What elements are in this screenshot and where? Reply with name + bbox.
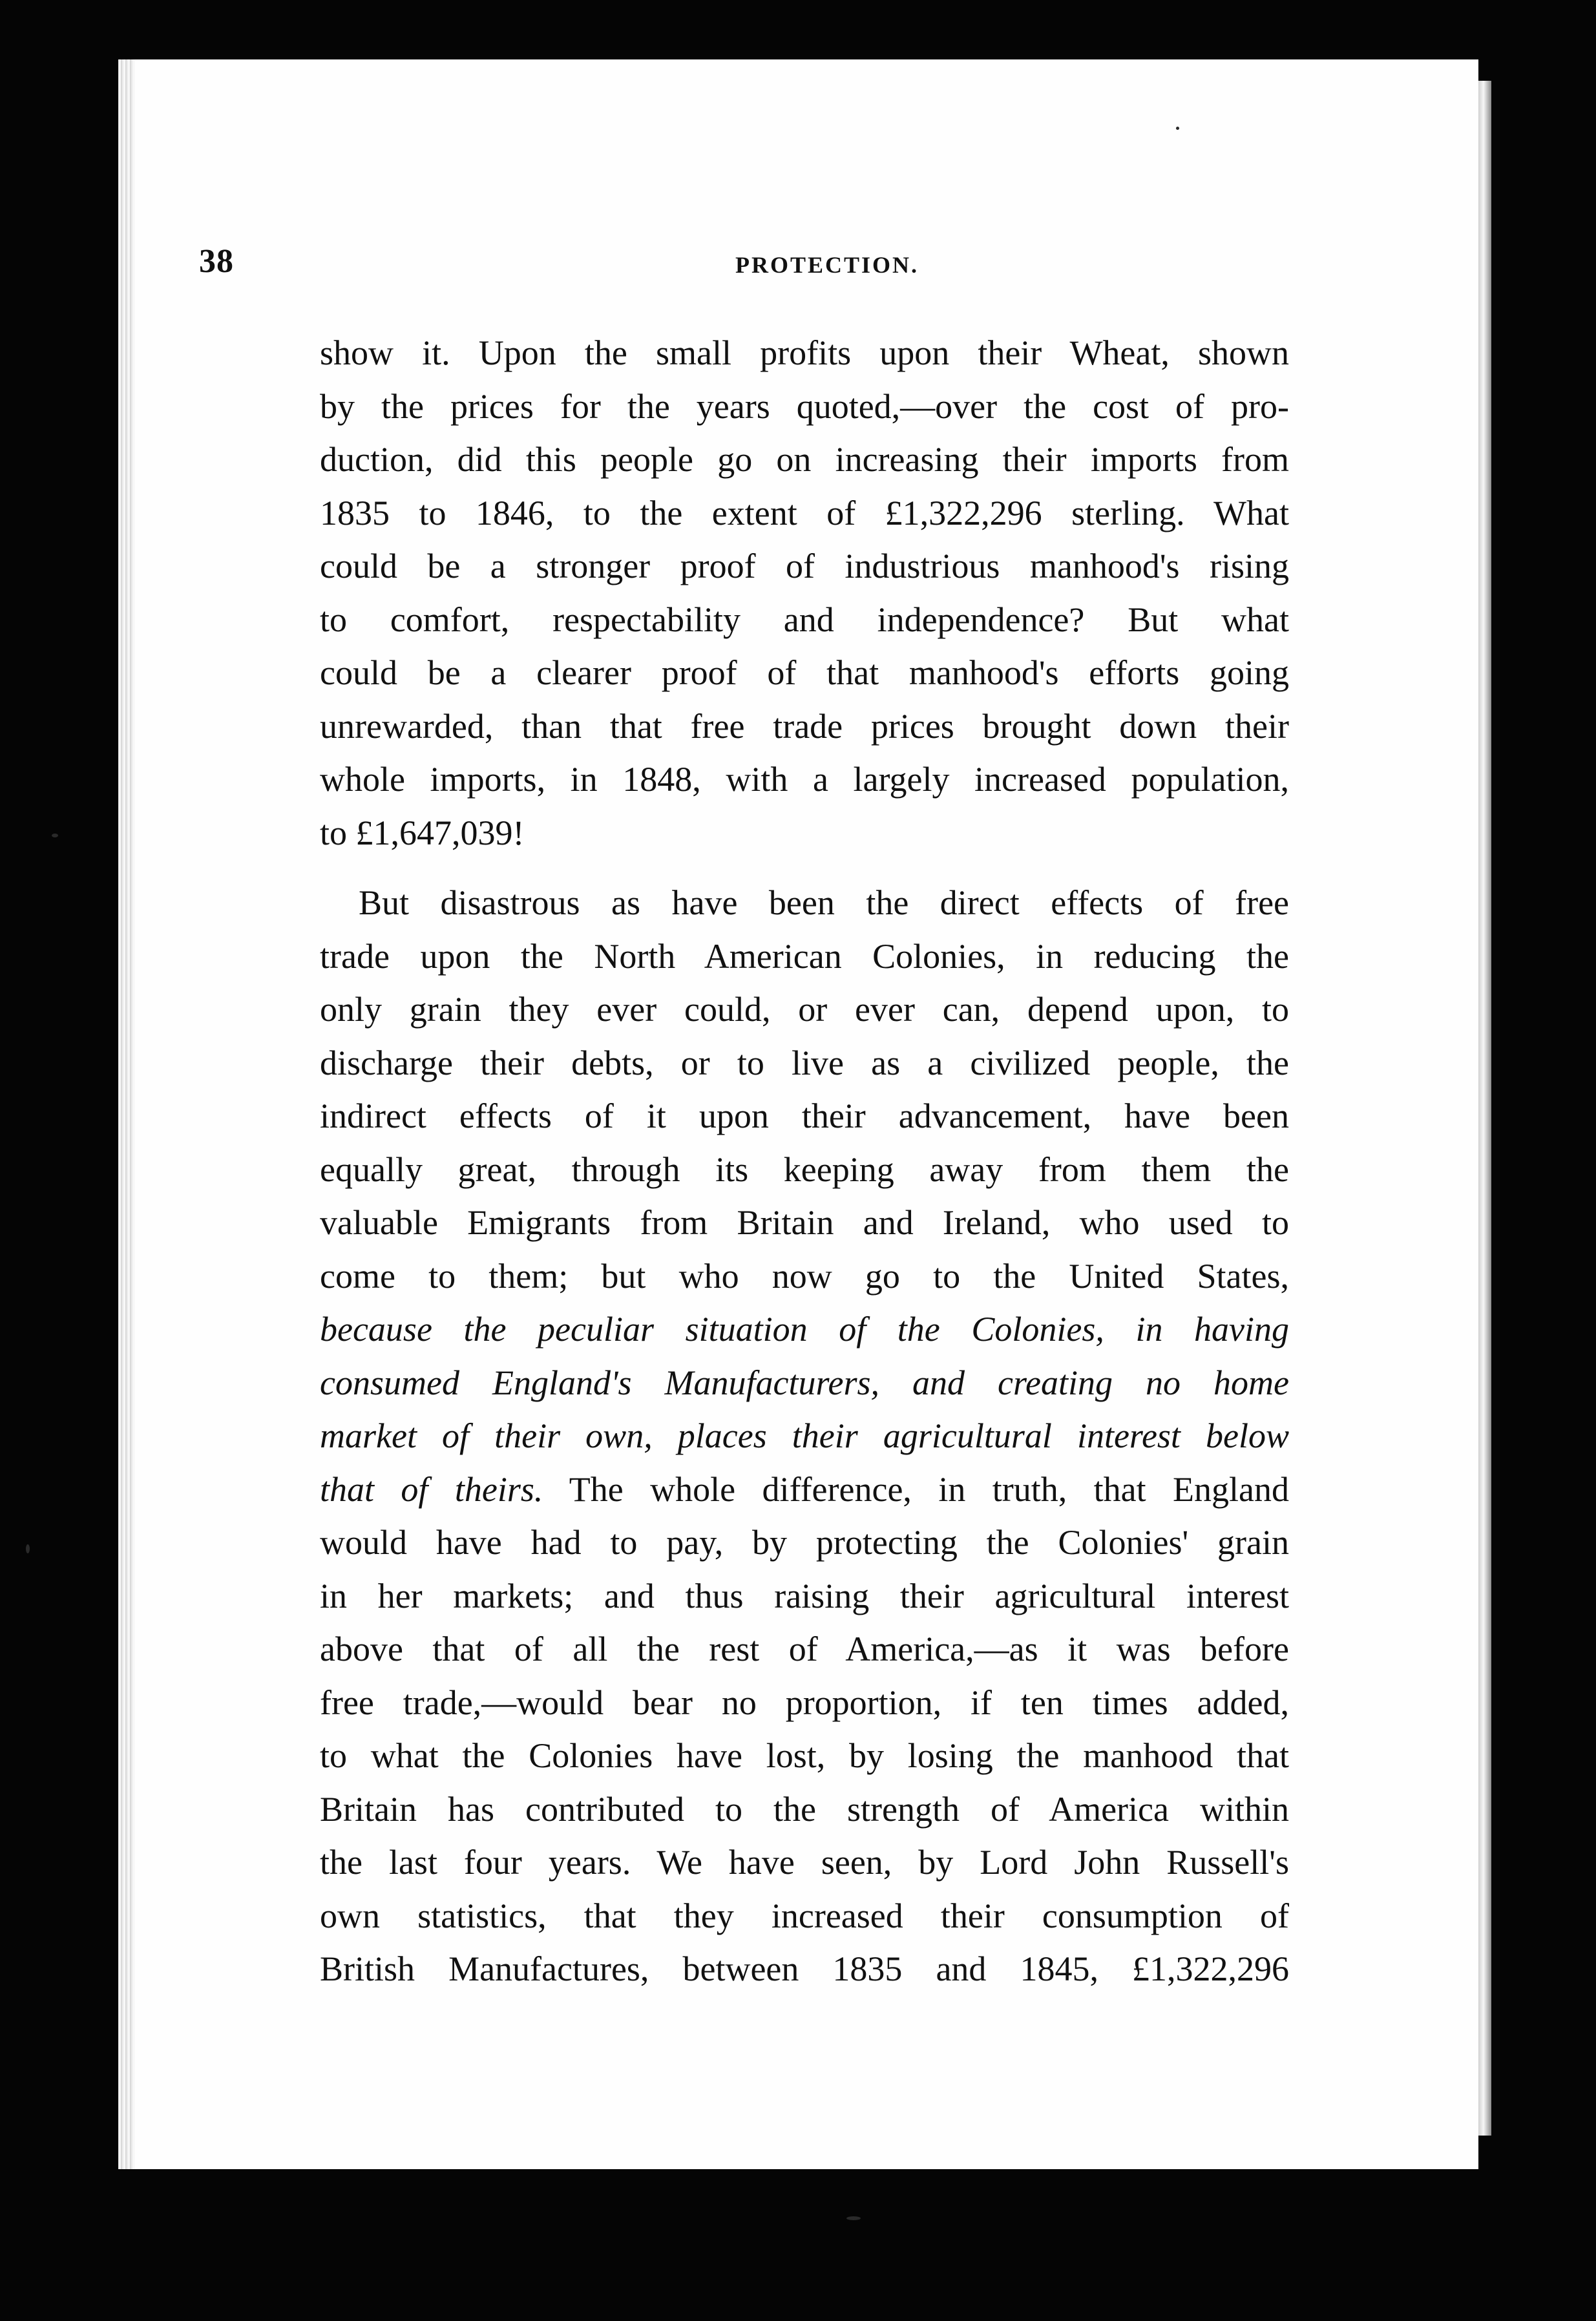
facing-page-edge xyxy=(1478,81,1491,2136)
text-line: to what the Colonies have lost, by losing the manhood that xyxy=(320,1736,1289,1775)
text-line: unrewarded, than that free trade prices brought down their xyxy=(320,706,1289,746)
page-number: 38 xyxy=(199,243,234,280)
text-line: in her markets; and thus raising their agricultural interest xyxy=(320,1576,1289,1615)
text-line: trade upon the North American Colonies, in reducing the xyxy=(320,936,1289,976)
text-line: whole imports, in 1848, with a largely increased population, xyxy=(320,760,1289,799)
text-line-italic: market of their own, places their agricultural interest below xyxy=(320,1416,1289,1455)
text-line-mixed xyxy=(320,1463,1289,1517)
text-line: discharge their debts, or to live as a civilized people, the xyxy=(320,1043,1289,1082)
text-line: to £1,647,039! xyxy=(320,813,525,852)
text-line: 1835 to 1846, to the extent of £1,322,296 sterling. What xyxy=(320,493,1289,532)
text-line-italic: because the peculiar situation of the Colonies, in having xyxy=(320,1310,1289,1349)
scan-speck xyxy=(1176,127,1179,130)
text-line: free trade,—would bear no proportion, if ten times added, xyxy=(320,1683,1289,1722)
text-line: indirect effects of it upon their advancement, have been xyxy=(320,1097,1289,1135)
text-line: only grain they ever could, or ever can, depend upon, to xyxy=(320,990,1289,1029)
text-line: own statistics, that they increased their consumption of xyxy=(320,1896,1289,1935)
italic-run: that of theirs. xyxy=(320,1469,543,1509)
running-title: PROTECTION. xyxy=(735,252,919,278)
text-line: But disastrous as have been the direct effects of free xyxy=(359,883,1289,922)
scan-speck xyxy=(26,1544,30,1553)
text-line: by the prices for the years quoted,—over the cost of pro- xyxy=(320,386,1289,426)
scan-speck xyxy=(52,834,58,837)
text-line: could be a clearer proof of that manhood's efforts going xyxy=(320,653,1289,692)
roman-run: The whole difference, in truth, that England xyxy=(543,1469,1290,1509)
text-line: the last four years. We have seen, by Lord John Russell's xyxy=(320,1843,1289,1882)
text-line: valuable Emigrants from Britain and Ireland, who used to xyxy=(320,1203,1289,1242)
text-line: equally great, through its keeping away from them the xyxy=(320,1150,1289,1189)
paragraph xyxy=(320,326,1289,859)
text-line: would have had to pay, by protecting the Colonies' grain xyxy=(320,1523,1289,1562)
page-header xyxy=(199,242,1285,288)
body-text xyxy=(320,326,1289,1996)
text-line: show it. Upon the small profits upon their Wheat, shown xyxy=(320,333,1289,372)
scan-speck xyxy=(846,2216,861,2220)
text-line: above that of all the rest of America,—as it was before xyxy=(320,1630,1289,1668)
text-line: could be a stronger proof of industrious manhood's rising xyxy=(320,547,1289,585)
paragraph xyxy=(320,876,1289,1996)
text-line: duction, did this people go on increasing their imports from xyxy=(320,440,1289,479)
page-edges xyxy=(118,59,136,2169)
text-line: British Manufactures, between 1835 and 1845, £1,322,296 xyxy=(320,1949,1289,1988)
text-line: Britain has contributed to the strength of America within xyxy=(320,1789,1289,1829)
text-line-italic: consumed England's Manufacturers, and creating no home xyxy=(320,1363,1289,1402)
paragraph-gap xyxy=(320,859,1289,876)
text-line: to comfort, respectability and independence? But what xyxy=(320,600,1289,639)
text-line: come to them; but who now go to the United States, xyxy=(320,1256,1289,1296)
